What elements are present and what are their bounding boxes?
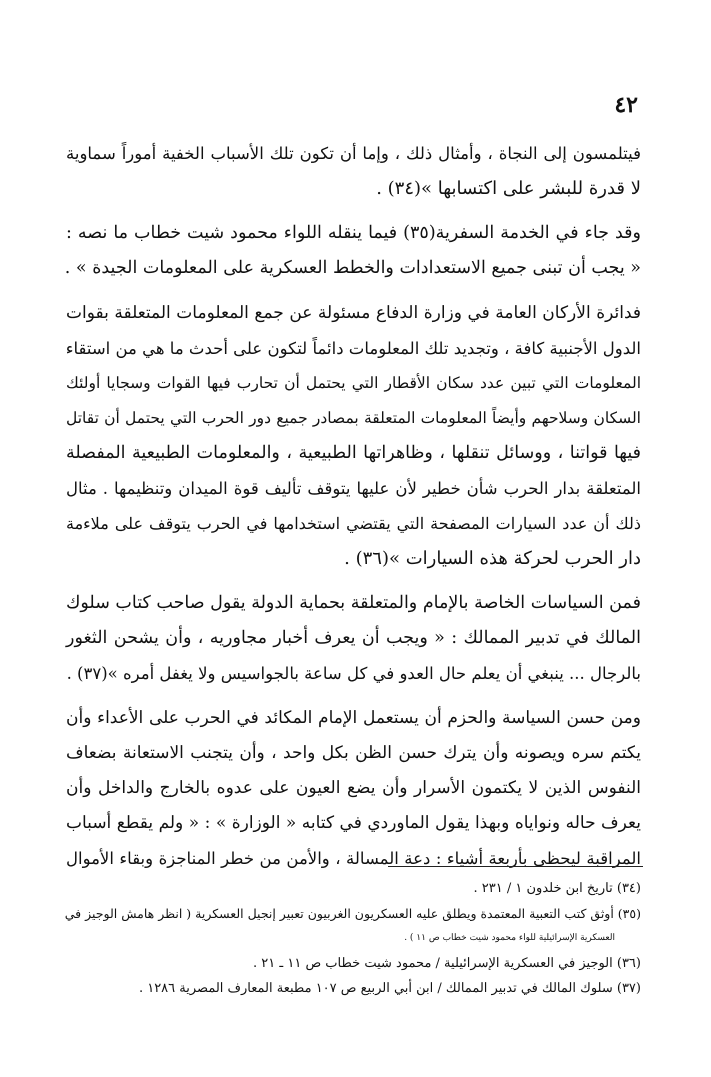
text-line: فيها قواتنا ، ووسائل تنقلها ، وظاهراتها الطبيعية ، والمعلومات الطبيعية المفصلة xyxy=(66,443,641,463)
footnotes xyxy=(63,876,641,1001)
text-line: المتعلقة بدار الحرب شأن خطير لأن عليها يتوقف تأليف قوة الميدان وتنظيمها . مثال xyxy=(66,479,641,498)
text-line: السكان وسلاحهم وأيضاً المعلومات المتعلقة بمصادر جميع دور الحرب التي يحتمل أن تقاتل xyxy=(66,409,641,427)
footnote-34 xyxy=(63,876,641,901)
paragraph-3 xyxy=(66,296,641,576)
paragraph-5 xyxy=(66,701,641,876)
text-line: فدائرة الأركان العامة في وزارة الدفاع مسئولة عن جمع المعلومات المتعلقة بقوات xyxy=(66,303,641,323)
text-line: دار الحرب لحركة هذه السيارات »(٣٦) . xyxy=(344,548,641,569)
text-line: ومن حسن السياسة والحزم أن يستعمل الإمام المكائد في الحرب على الأعداء وأن xyxy=(66,708,641,728)
footnote-separator xyxy=(388,866,643,867)
text-line: المالك في تدبير الممالك : « ويجب أن يعرف أخبار مجاوريه ، وأن يشحن الثغور xyxy=(66,628,641,648)
text-line: بالرجال ... ينبغي أن يعلم حال العدو في كل ساعة بالجواسيس ولا يغفل أمره »(٣٧) . xyxy=(66,664,641,683)
body-text xyxy=(66,136,641,886)
text-line: فيتلمسون إلى النجاة ، وأمثال ذلك ، وإما أن تكون تلك الأسباب الخفية أموراً سماوية xyxy=(66,144,641,163)
page-number: ٤٢ xyxy=(614,92,638,118)
footnote-35 xyxy=(63,901,641,951)
footnote-line: العسكرية الإسرائيلية للواء محمود شيت خطاب ص ١١ ) . xyxy=(404,933,615,943)
footnote-36 xyxy=(63,951,641,976)
text-line: الدول الأجنبية كافة ، وتجديد تلك المعلومات دائماً لتكون على أحدث ما هي من استقاء xyxy=(65,339,641,358)
paragraph-2 xyxy=(66,216,641,286)
footnote-line: (٣٤) تاريخ ابن خلدون ١ / ٢٣١ . xyxy=(473,881,641,896)
text-line: ذلك أن عدد السيارات المصفحة التي يقتضي استخدامها في الحرب يتوقف على ملاءمة xyxy=(66,514,641,533)
text-line: « يجب أن تبنى جميع الاستعدادات والخطط العسكرية على المعلومات الجيدة » . xyxy=(64,258,641,278)
text-line: المراقبة ليحظى بأربعة أشياء : دعة المسالة ، والأمن من خطر المناجزة وبقاء الأموال xyxy=(66,849,641,868)
footnote-37 xyxy=(63,976,641,1001)
text-line: النفوس الذين لا يكتمون الأسرار وأن يضع العيون على عدوه بالخارج والداخل وأن xyxy=(66,778,641,798)
text-line: المعلومات التي تبين عدد سكان الأقطار التي يحتمل أن تحارب فيها القوات وسجايا أولئك xyxy=(66,374,641,392)
text-line: لا قدرة للبشر على اكتسابها »(٣٤) . xyxy=(376,178,641,199)
text-line: وقد جاء في الخدمة السفرية(٣٥) فيما ينقله اللواء محمود شيت خطاب ما نصه : xyxy=(66,223,641,243)
footnote-line: (٣٦) الوجيز في العسكرية الإسرائيلية / محمود شيت خطاب ص ١١ ـ ٢١ . xyxy=(253,956,641,971)
footnote-line: (٣٧) سلوك المالك في تدبير الممالك / ابن أبي الربيع ص ١٠٧ مطبعة المعارف المصرية ١٢٨٦ . xyxy=(138,981,641,996)
text-line: فمن السياسات الخاصة بالإمام والمتعلقة بحماية الدولة يقول صاحب كتاب سلوك xyxy=(65,593,641,613)
paragraph-1 xyxy=(66,136,641,206)
text-line: يعرف حاله ونواياه وبهذا يقول الماوردي في كتابه « الوزارة » : « ولم يقطع أسباب xyxy=(66,813,641,833)
text-line: يكتم سره ويصونه وأن يترك حسن الظن بكل واحد ، وأن يتجنب الاستعانة بضعاف xyxy=(66,743,641,763)
footnote-line: (٣٥) أوثق كتب التعبية المعتمدة ويطلق عليه العسكريون الغربيون تعبير إنجيل العسكرية ( انظر هامش الوجيز في xyxy=(64,906,641,921)
paragraph-4 xyxy=(66,586,641,691)
